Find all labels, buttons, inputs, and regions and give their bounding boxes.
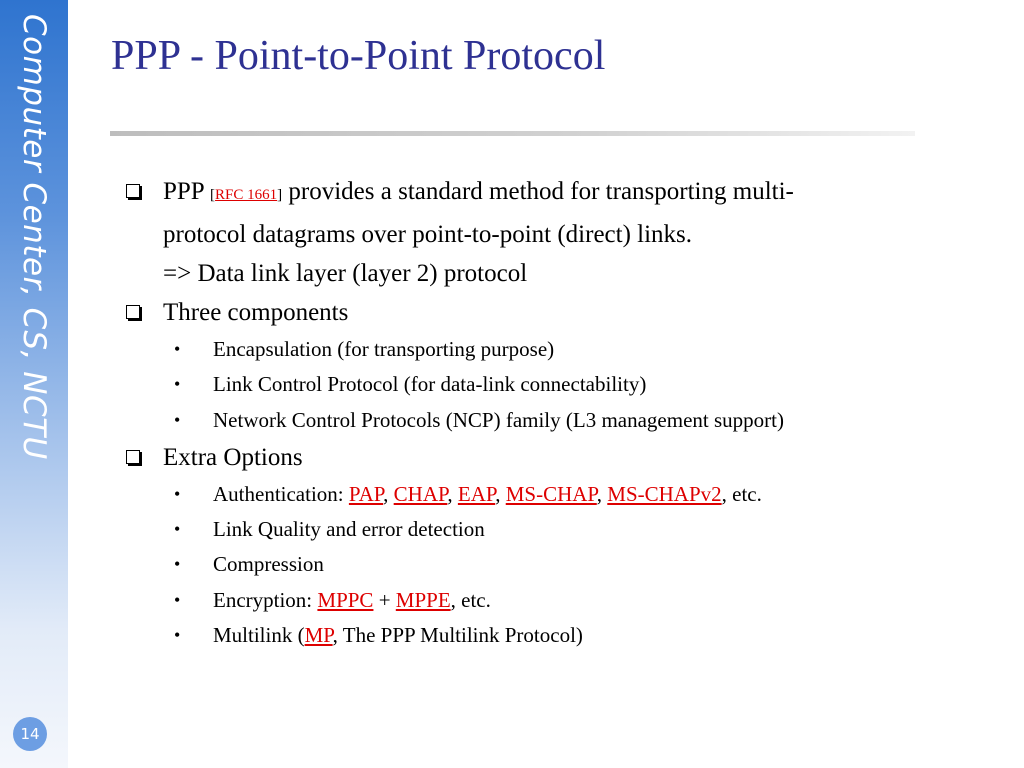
bullet-text: Extra Options — [163, 443, 303, 471]
separator: , — [495, 481, 506, 506]
bullet-continuation-line — [122, 215, 982, 254]
separator: , — [383, 481, 394, 506]
list-item-text: Encapsulation (for transporting purpose) — [213, 337, 555, 361]
ref-open-bracket: [ — [210, 187, 216, 203]
bullet-dot-icon: • — [174, 625, 181, 646]
encryption-prefix: Encryption: — [213, 587, 318, 612]
bullet-dot-icon: • — [174, 409, 181, 430]
auth-prefix: Authentication: — [213, 481, 349, 506]
bullet-continuation-line — [122, 254, 982, 293]
separator: , — [596, 481, 608, 506]
plus-sign: + — [373, 587, 396, 612]
title-divider — [110, 131, 915, 136]
bullet-text: => Data link layer (layer 2) protocol — [163, 260, 528, 287]
mppe-link[interactable]: MPPE — [395, 587, 451, 612]
mp-link[interactable]: MP — [304, 623, 333, 648]
list-item — [122, 367, 982, 402]
list-item — [122, 512, 982, 547]
bullet-lead: PPP — [163, 178, 211, 205]
separator: , — [447, 481, 458, 506]
slide-content — [122, 172, 982, 653]
encryption-suffix: , etc. — [450, 587, 491, 612]
rfc-1661-link[interactable]: RFC 1661 — [215, 187, 278, 203]
bullet-dot-icon: • — [174, 339, 181, 359]
multilink-prefix: Multilink ( — [213, 623, 305, 648]
sidebar — [0, 0, 68, 768]
list-item — [122, 547, 982, 582]
checkbox-bullet-icon — [126, 184, 140, 198]
multilink-suffix: , The PPP Multilink Protocol) — [332, 623, 583, 648]
bullet-extra-options — [122, 438, 982, 477]
list-item-text: Network Control Protocols (NCP) family (L3 management support) — [213, 407, 784, 432]
list-item — [122, 403, 982, 438]
bullet-dot-icon: • — [174, 554, 181, 575]
options-list — [122, 477, 982, 653]
ms-chapv2-link[interactable]: MS-CHAPv2 — [607, 481, 722, 506]
ref-close-bracket: ] — [277, 187, 283, 203]
bullet-ppp-definition — [122, 172, 982, 215]
bullet-dot-icon: • — [174, 483, 181, 504]
bullet-text: protocol datagrams over point-to-point (direct) links. — [163, 221, 693, 248]
bullet-text: Three components — [163, 299, 349, 326]
list-item-text: Link Control Protocol (for data-link connectability) — [213, 372, 647, 397]
list-item-text: Compression — [213, 552, 324, 577]
bullet-dot-icon: • — [174, 589, 181, 610]
ms-chap-link[interactable]: MS-CHAP — [505, 481, 597, 506]
page-number-badge: 14 — [13, 717, 47, 751]
list-item-multilink — [122, 618, 982, 653]
list-item-encryption — [122, 583, 982, 618]
chap-link[interactable]: CHAP — [393, 481, 448, 506]
auth-suffix: , etc. — [721, 481, 762, 506]
bullet-text: provides a standard method for transporting multi- — [282, 178, 794, 205]
eap-link[interactable]: EAP — [457, 481, 496, 506]
checkbox-bullet-icon — [126, 305, 140, 319]
bullet-three-components — [122, 293, 982, 332]
bullet-dot-icon: • — [174, 519, 181, 540]
sidebar-label: Computer Center, CS, NCTU — [16, 14, 52, 460]
list-item-text: Link Quality and error detection — [213, 517, 485, 542]
components-list — [122, 332, 982, 438]
checkbox-bullet-icon — [126, 450, 140, 464]
list-item — [122, 332, 982, 367]
bullet-dot-icon: • — [174, 374, 181, 395]
slide-title: PPP - Point-to-Point Protocol — [111, 33, 606, 79]
list-item-authentication — [122, 477, 982, 512]
mppc-link[interactable]: MPPC — [317, 587, 374, 612]
pap-link[interactable]: PAP — [348, 481, 384, 506]
